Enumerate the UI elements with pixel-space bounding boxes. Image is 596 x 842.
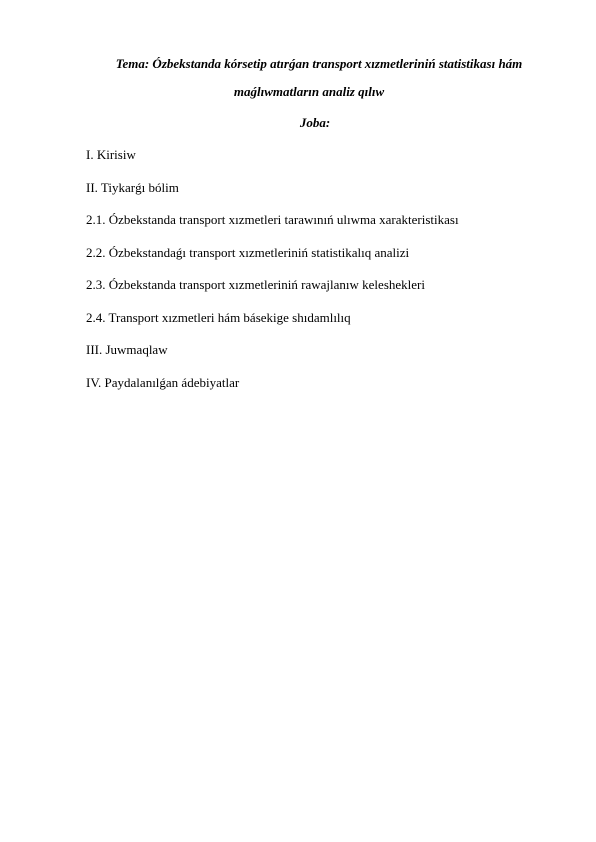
toc-item-introduction: I. Kirisiw: [86, 147, 136, 162]
table-of-contents: [86, 144, 459, 404]
toc-item-references: IV. Paydalanılǵan ádebiyatlar: [86, 374, 240, 390]
toc-item-main-part: II. Tiykarǵı bólim: [86, 179, 179, 195]
plan-heading: Joba:: [299, 115, 331, 130]
toc-item-2-2: 2.2. Ózbekstandaǵı transport xızmetleriniń statistikalıq analizi: [86, 244, 410, 260]
toc-item-2-4: 2.4. Transport xızmetleri hám básekige shıdamlılıq: [86, 309, 351, 325]
toc-item-2-1: 2.1. Ózbekstanda transport xızmetleri tarawınıń ulıwma xarakteristikası: [86, 212, 459, 227]
title-line-2: maǵlıwmatların analiz qılıw: [233, 84, 385, 99]
document-title: [60, 50, 558, 106]
toc-item-conclusion: III. Juwmaqlaw: [86, 342, 168, 357]
toc-item-2-3: 2.3. Ózbekstanda transport xızmetleriniń rawajlanıw keleshekleri: [86, 277, 425, 292]
title-line-1: Tema: Ózbekstanda kórsetip atırǵan transport xızmetleriniń statistikası hám: [115, 56, 523, 71]
